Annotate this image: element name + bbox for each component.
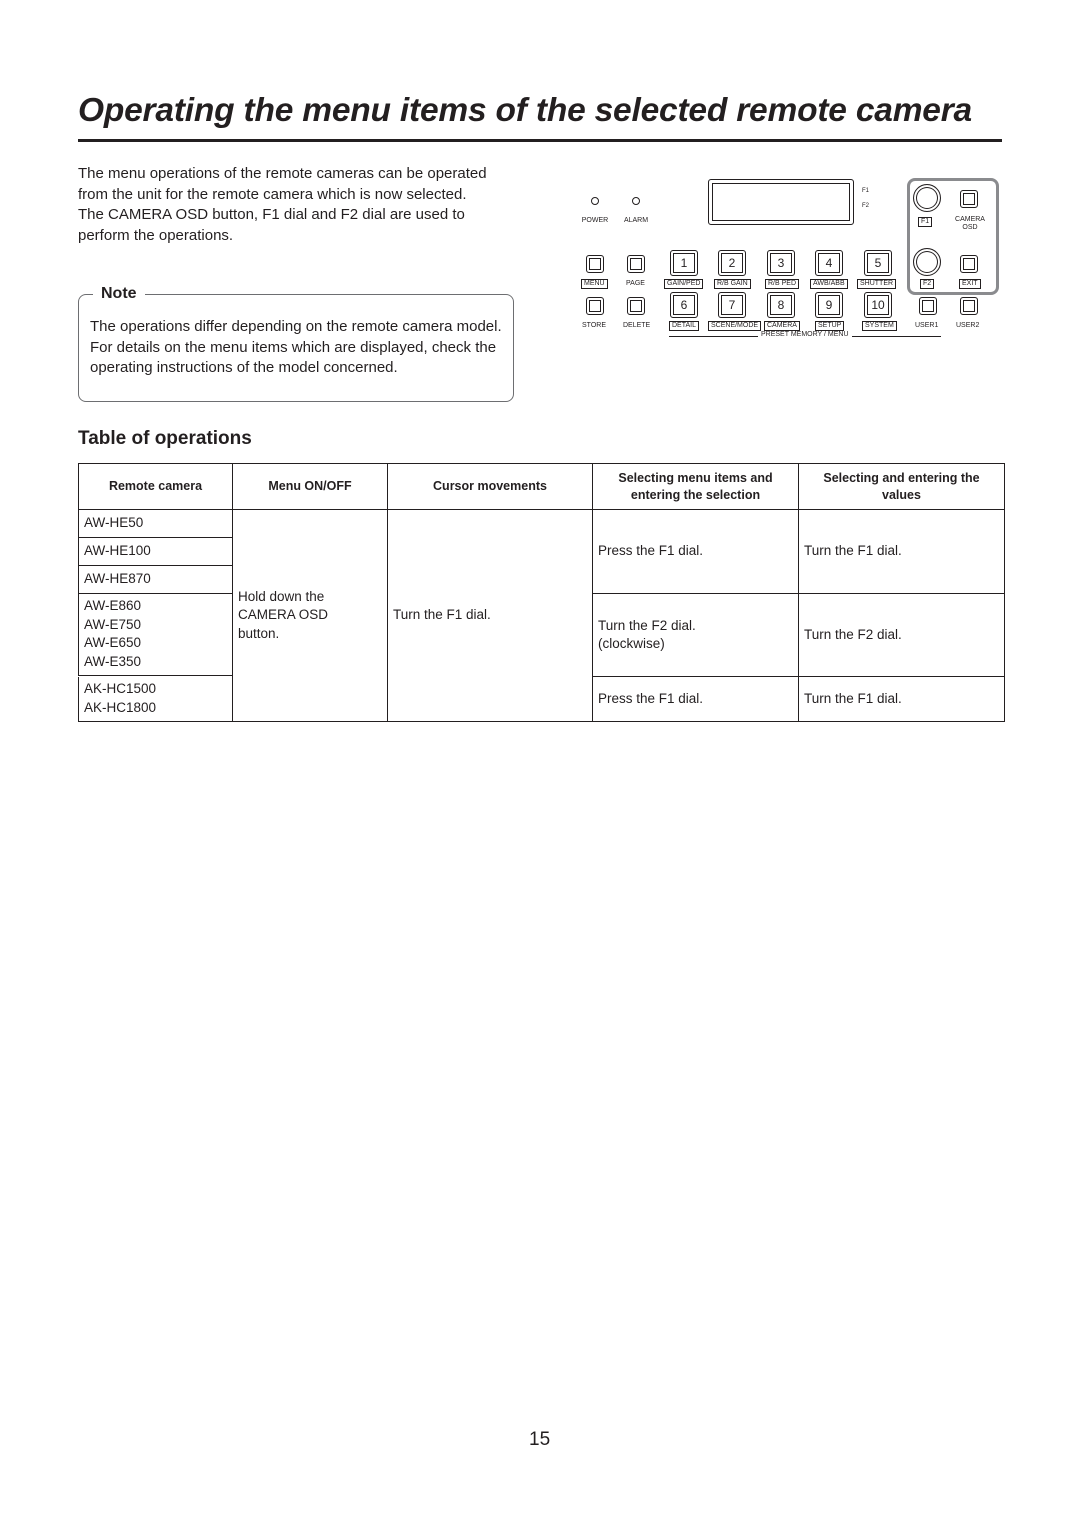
column-header: Cursor movements <box>388 464 593 510</box>
note-box <box>78 285 514 402</box>
preset-button-1[interactable]: 1 <box>670 250 698 276</box>
intro-paragraph: The CAMERA OSD button, F1 dial and F2 dial are used to perform the operations. <box>78 206 465 244</box>
rb-ped-label: R/B PED <box>765 279 799 289</box>
intro-paragraph: The menu operations of the remote cameras can be operated from the unit for the remote camera which is now selected. <box>78 165 487 203</box>
f2-dial-label: F2 <box>920 279 934 289</box>
f1-dial-label: F1 <box>918 217 932 227</box>
table-header-row <box>79 464 1005 510</box>
enter-values-cell: Turn the F2 dial. <box>799 594 1005 677</box>
camera-cell: AW-HE100 <box>79 538 233 566</box>
select-items-cell: Press the F1 dial. <box>593 510 799 594</box>
select-items-cell: Turn the F2 dial. (clockwise) <box>593 594 799 677</box>
store-button[interactable] <box>586 297 604 315</box>
enter-values-cell: Turn the F1 dial. <box>799 510 1005 594</box>
lcd-display <box>708 179 854 225</box>
preset-button-5[interactable]: 5 <box>864 250 892 276</box>
preset-button-10[interactable]: 10 <box>864 292 892 318</box>
select-items-cell: Press the F1 dial. <box>593 677 799 722</box>
exit-button[interactable] <box>960 255 978 273</box>
awb-abb-label: AWB/ABB <box>810 279 848 289</box>
f2-dial[interactable] <box>913 248 941 276</box>
preset-button-2[interactable]: 2 <box>718 250 746 276</box>
page-title: Operating the menu items of the selected remote camera <box>78 92 972 129</box>
menu-button[interactable] <box>586 255 604 273</box>
title-rule <box>78 139 1002 142</box>
section-title: Table of operations <box>78 428 252 449</box>
table-row <box>79 510 1005 538</box>
setup-label: SETUP <box>815 321 844 331</box>
camera-osd-label: CAMERA OSD <box>955 216 985 231</box>
preset-button-7[interactable]: 7 <box>718 292 746 318</box>
column-header: Menu ON/OFF <box>233 464 388 510</box>
column-header: Selecting and entering the values <box>799 464 1005 510</box>
preset-button-6[interactable]: 6 <box>670 292 698 318</box>
page-button[interactable] <box>627 255 645 273</box>
preset-button-3[interactable]: 3 <box>767 250 795 276</box>
column-header: Selecting menu items and entering the selection <box>593 464 799 510</box>
system-label: SYSTEM <box>862 321 897 331</box>
menu-label: MENU <box>581 279 608 289</box>
menu-onoff-cell: Hold down the CAMERA OSD button. <box>233 510 388 722</box>
exit-label: EXIT <box>959 279 981 289</box>
delete-button[interactable] <box>627 297 645 315</box>
note-line: The operations differ depending on the remote camera model. <box>90 318 502 335</box>
alarm-led-icon <box>632 197 640 205</box>
gain-ped-label: GAIN/PED <box>664 279 703 289</box>
control-panel-illustration <box>573 174 1013 344</box>
shutter-label: SHUTTER <box>857 279 896 289</box>
camera-cell: AW-HE50 <box>79 510 233 538</box>
operations-table <box>78 463 1005 722</box>
note-line: For details on the menu items which are displayed, check the operating instructions of the model concerned. <box>90 338 497 376</box>
camera-cell: AK-HC1500 AK-HC1800 <box>79 677 233 722</box>
preset-button-4[interactable]: 4 <box>815 250 843 276</box>
camera-cell: AW-HE870 <box>79 566 233 594</box>
camera-cell: AW-E860 AW-E750 AW-E650 AW-E350 <box>79 594 233 676</box>
camera-osd-button[interactable] <box>960 190 978 208</box>
preset-button-9[interactable]: 9 <box>815 292 843 318</box>
power-label: POWER <box>581 217 609 224</box>
rb-gain-label: R/B GAIN <box>714 279 751 289</box>
enter-values-cell: Turn the F1 dial. <box>799 677 1005 722</box>
page-label: PAGE <box>626 280 645 287</box>
user1-label: USER1 <box>915 322 939 329</box>
preset-memory-menu-label: PRESET MEMORY / MENU <box>758 331 852 338</box>
user2-button[interactable] <box>960 297 978 315</box>
power-led-icon <box>591 197 599 205</box>
detail-label: DETAIL <box>669 321 699 331</box>
user1-button[interactable] <box>919 297 937 315</box>
f1-dial[interactable] <box>913 184 941 212</box>
note-text <box>90 317 508 379</box>
alarm-label: ALARM <box>623 217 649 224</box>
page-number: 15 <box>529 1429 551 1450</box>
scene-mode-label: SCENE/MODE <box>708 321 761 331</box>
column-header: Remote camera <box>79 464 233 510</box>
note-label: Note <box>93 285 145 303</box>
preset-button-8[interactable]: 8 <box>767 292 795 318</box>
user2-label: USER2 <box>956 322 980 329</box>
delete-label: DELETE <box>623 322 651 329</box>
store-label: STORE <box>582 322 606 329</box>
display-f2-label: F2 <box>862 203 870 209</box>
cursor-cell: Turn the F1 dial. <box>388 510 593 722</box>
display-f1-label: F1 <box>862 188 870 194</box>
intro-text <box>78 164 518 246</box>
camera-label: CAMERA <box>764 321 800 331</box>
